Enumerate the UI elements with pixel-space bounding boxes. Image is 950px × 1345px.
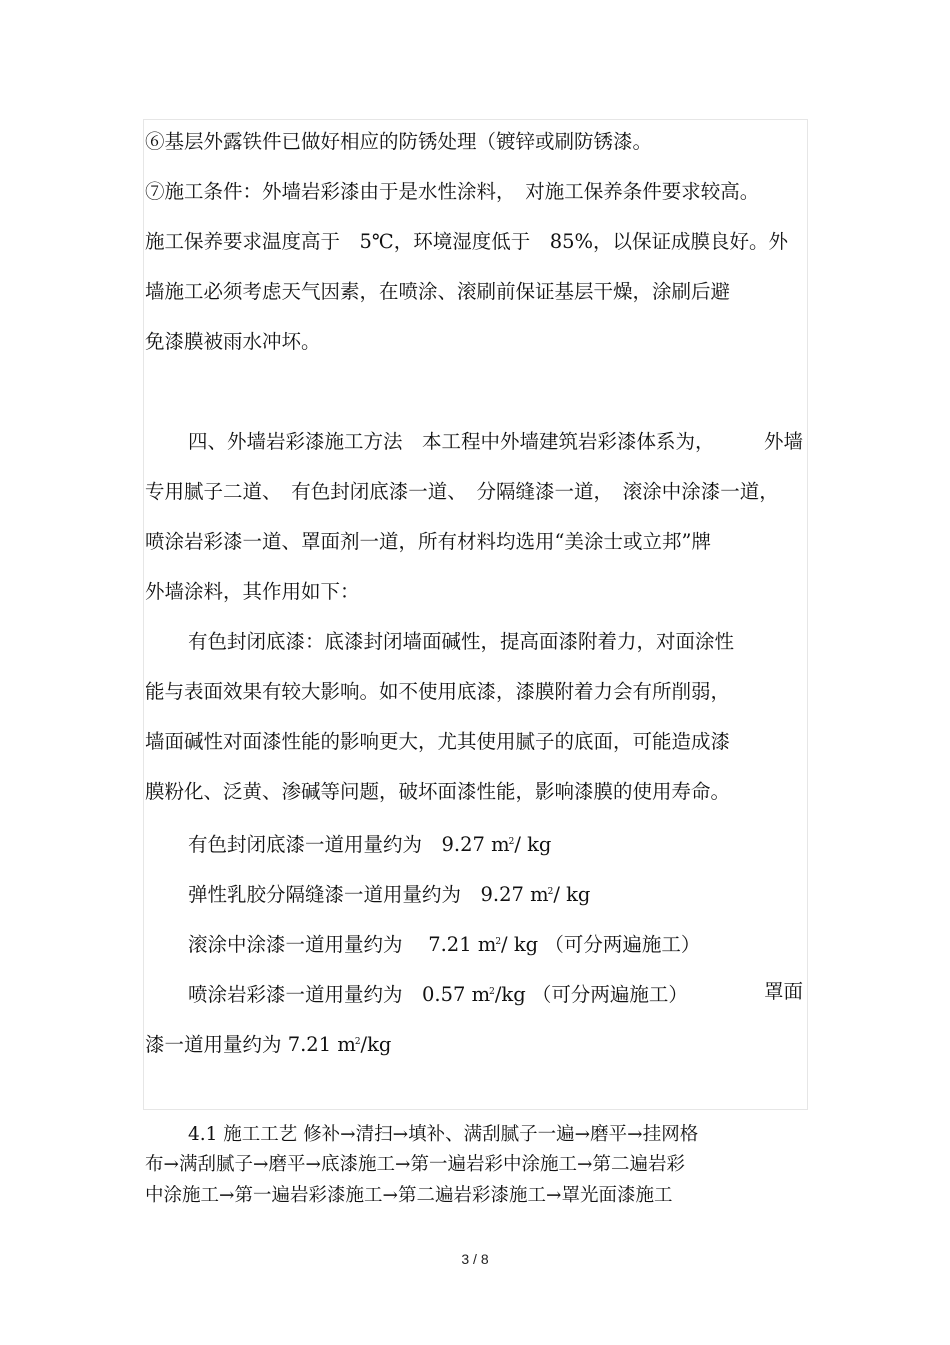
para-line: 墙施工必须考虑天气因素，在喷涂、滚刷前保证基层干燥，涂刷后避 (145, 280, 731, 303)
para-line-end: 外墙 (764, 430, 804, 453)
para-line: 施工保养要求温度高于 5℃，环境湿度低于 85%，以保证成膜良好。外 (145, 230, 789, 253)
usage-line: 漆一道用量约为 7.21 $m^2/kg$ (145, 1033, 392, 1056)
para-line: 墙面碱性对面漆性能的影响更大，尤其使用腻子的底面，可能造成漆 (145, 730, 731, 753)
para-line: 膜粉化、泛黄、渗碱等问题，破坏面漆性能，影响漆膜的使用寿命。 (145, 780, 731, 803)
section-heading: 四、外墙岩彩漆施工方法 本工程中外墙建筑岩彩漆体系为， (188, 430, 715, 453)
page-number: 3 / 8 (461, 1251, 489, 1267)
para-line: ⑦施工条件：外墙岩彩漆由于是水性涂料， 对施工保养条件要求较高。 (145, 180, 760, 203)
process-line: 中涂施工→第一遍岩彩漆施工→第二遍岩彩漆施工→罩光面漆施工 (145, 1185, 673, 1206)
process-line: 布→满刮腻子→磨平→底漆施工→第一遍岩彩中涂施工→第二遍岩彩 (145, 1154, 686, 1175)
usage-line: 喷涂岩彩漆一道用量约为 0.57 $m^2/kg$ （可分两遍施工） (188, 983, 688, 1006)
process-heading: 4.1 施工工艺 修补→清扫→填补、满刮腻子一遍→磨平→挂网格 (188, 1124, 699, 1145)
para-line: 喷涂岩彩漆一道、罩面剂一道，所有材料均选用“美涂士或立邦”牌 (145, 530, 711, 553)
usage-line: 弹性乳胶分隔缝漆一道用量约为 9.27 $m^2/$ kg (188, 883, 591, 906)
para-line: 专用腻子二道、 有色封闭底漆一道、 分隔缝漆一道， 滚涂中涂漆一道， (145, 480, 779, 503)
usage-line: 滚涂中涂漆一道用量约为 7.21 $m^2/$ kg （可分两遍施工） (188, 933, 701, 956)
para-line-end: 罩面 (764, 980, 804, 1003)
usage-line: 有色封闭底漆一道用量约为 9.27 $m^2/$ kg (188, 833, 552, 856)
para-line: 能与表面效果有较大影响。如不使用底漆，漆膜附着力会有所削弱， (145, 680, 731, 703)
para-line: ⑥基层外露铁件已做好相应的防锈处理（镀锌或刷防锈漆。 (145, 130, 653, 153)
para-line: 外墙涂料，其作用如下： (145, 580, 360, 603)
para-line: 免漆膜被雨水冲坏。 (145, 330, 321, 353)
para-line: 有色封闭底漆：底漆封闭墙面碱性，提高面漆附着力，对面涂性 (188, 630, 735, 653)
content-frame (143, 119, 808, 1110)
